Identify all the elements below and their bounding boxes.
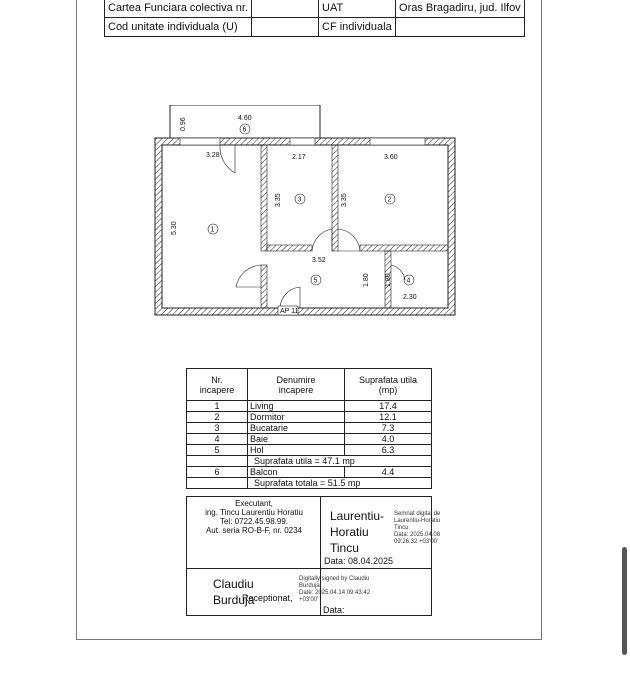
kitchen-width: 2.17 [292,154,306,161]
wall-kitchen-bedroom [332,145,338,251]
uat-value: Oras Bragadiru, jud. Ilfov [396,0,525,18]
living-number: 1 [210,226,215,234]
door-bedroom [338,229,360,251]
received-label: Receptionat, [242,593,293,603]
table-row: 1 Living 17.4 [187,401,432,412]
grand-total-row: Suprafata totala = 51.5 mp [187,478,432,489]
bedroom-number: 2 [387,196,392,204]
window-bedroom [370,138,425,145]
beneficiary-date: Data: [323,605,345,615]
bedroom-depth: 3.35 [341,193,348,207]
beneficiary-name: Claudiu Burduja [213,577,255,607]
hall-depth: 1.80 [363,273,370,287]
cf-individual-value [396,18,525,37]
cf-label: Cartea Funciara colectiva nr. [105,0,252,18]
col-header-nr: Nr. incapere [187,369,248,401]
window-living [180,138,220,145]
living-depth: 5.30 [171,221,178,235]
kitchen-number: 3 [297,196,302,204]
kitchen-depth: 3.35 [275,193,282,207]
window-kitchen [290,138,315,145]
door-balcony [220,145,235,173]
col-header-name: Denumire incapere [248,369,345,401]
door-kitchen [312,229,332,251]
wall-living-hall [261,265,267,308]
table-row: 3 Bucatarie 7.3 [187,423,432,434]
cf-value [252,0,319,18]
uat-label: UAT [319,0,396,18]
cf-individual-label: CF individuala [319,18,396,37]
cadastral-header-table [104,0,525,37]
balcony-width: 4.60 [238,115,252,122]
hall-width: 3.52 [312,257,326,264]
executor-date: Data: 08.04.2025 [324,556,394,566]
table-row: 5 Hol 6.3 [187,445,432,456]
bath-depth: 1.80 [385,273,392,287]
scrollbar-thumb[interactable] [622,547,627,655]
beneficiary-signature-info: Digitally signed by Claudiu Burduja Date: 2025.04.14 09:43:42 +03'00' [299,576,371,603]
unit-code-value [252,18,319,37]
bath-number: 4 [406,277,411,285]
executor-signature-name: Laurentiu- Horatiu Tincu [330,509,385,555]
useful-total-row: Suprafata utila = 47.1 mp [187,456,432,467]
wall-kitchen-hall [267,245,312,251]
table-row: 4 Baie 4.0 [187,434,432,445]
door-living [236,265,261,287]
executor-signature-info: Semnat digital de Laurentiu-Horatiu Tincu Data: 2025.04.08 09:26:32 +03'00' [394,511,441,545]
balcony-depth: 0.96 [180,117,187,131]
floor-plan [150,105,460,320]
wall-living-kitchen [261,145,267,251]
hall-number: 5 [313,277,318,285]
rooms-table [186,368,432,489]
unit-code-label: Cod unitate individuala (U) [105,18,252,37]
door-bath [391,265,405,280]
bath-width: 2.30 [403,294,417,301]
table-row: 2 Dormitor 12.1 [187,412,432,423]
balcony-number: 6 [242,126,247,134]
wall-bedroom-hall [360,245,448,251]
col-header-area: Suprafata utila (mp) [345,369,432,401]
executor-details: Executant, ing. Tincu Laurentiu Horatiu Tel: 0722.45.98.99. Aut. seria RO-B-F, nr. 0234 [205,499,303,535]
balcony-row: 6 Balcon 4.4 [187,467,432,478]
apartment-label: AP 11 [280,308,299,315]
door-entrance [280,287,300,308]
outer-walls [155,138,455,315]
living-width: 3.28 [206,152,220,159]
bedroom-width: 3.60 [384,154,398,161]
